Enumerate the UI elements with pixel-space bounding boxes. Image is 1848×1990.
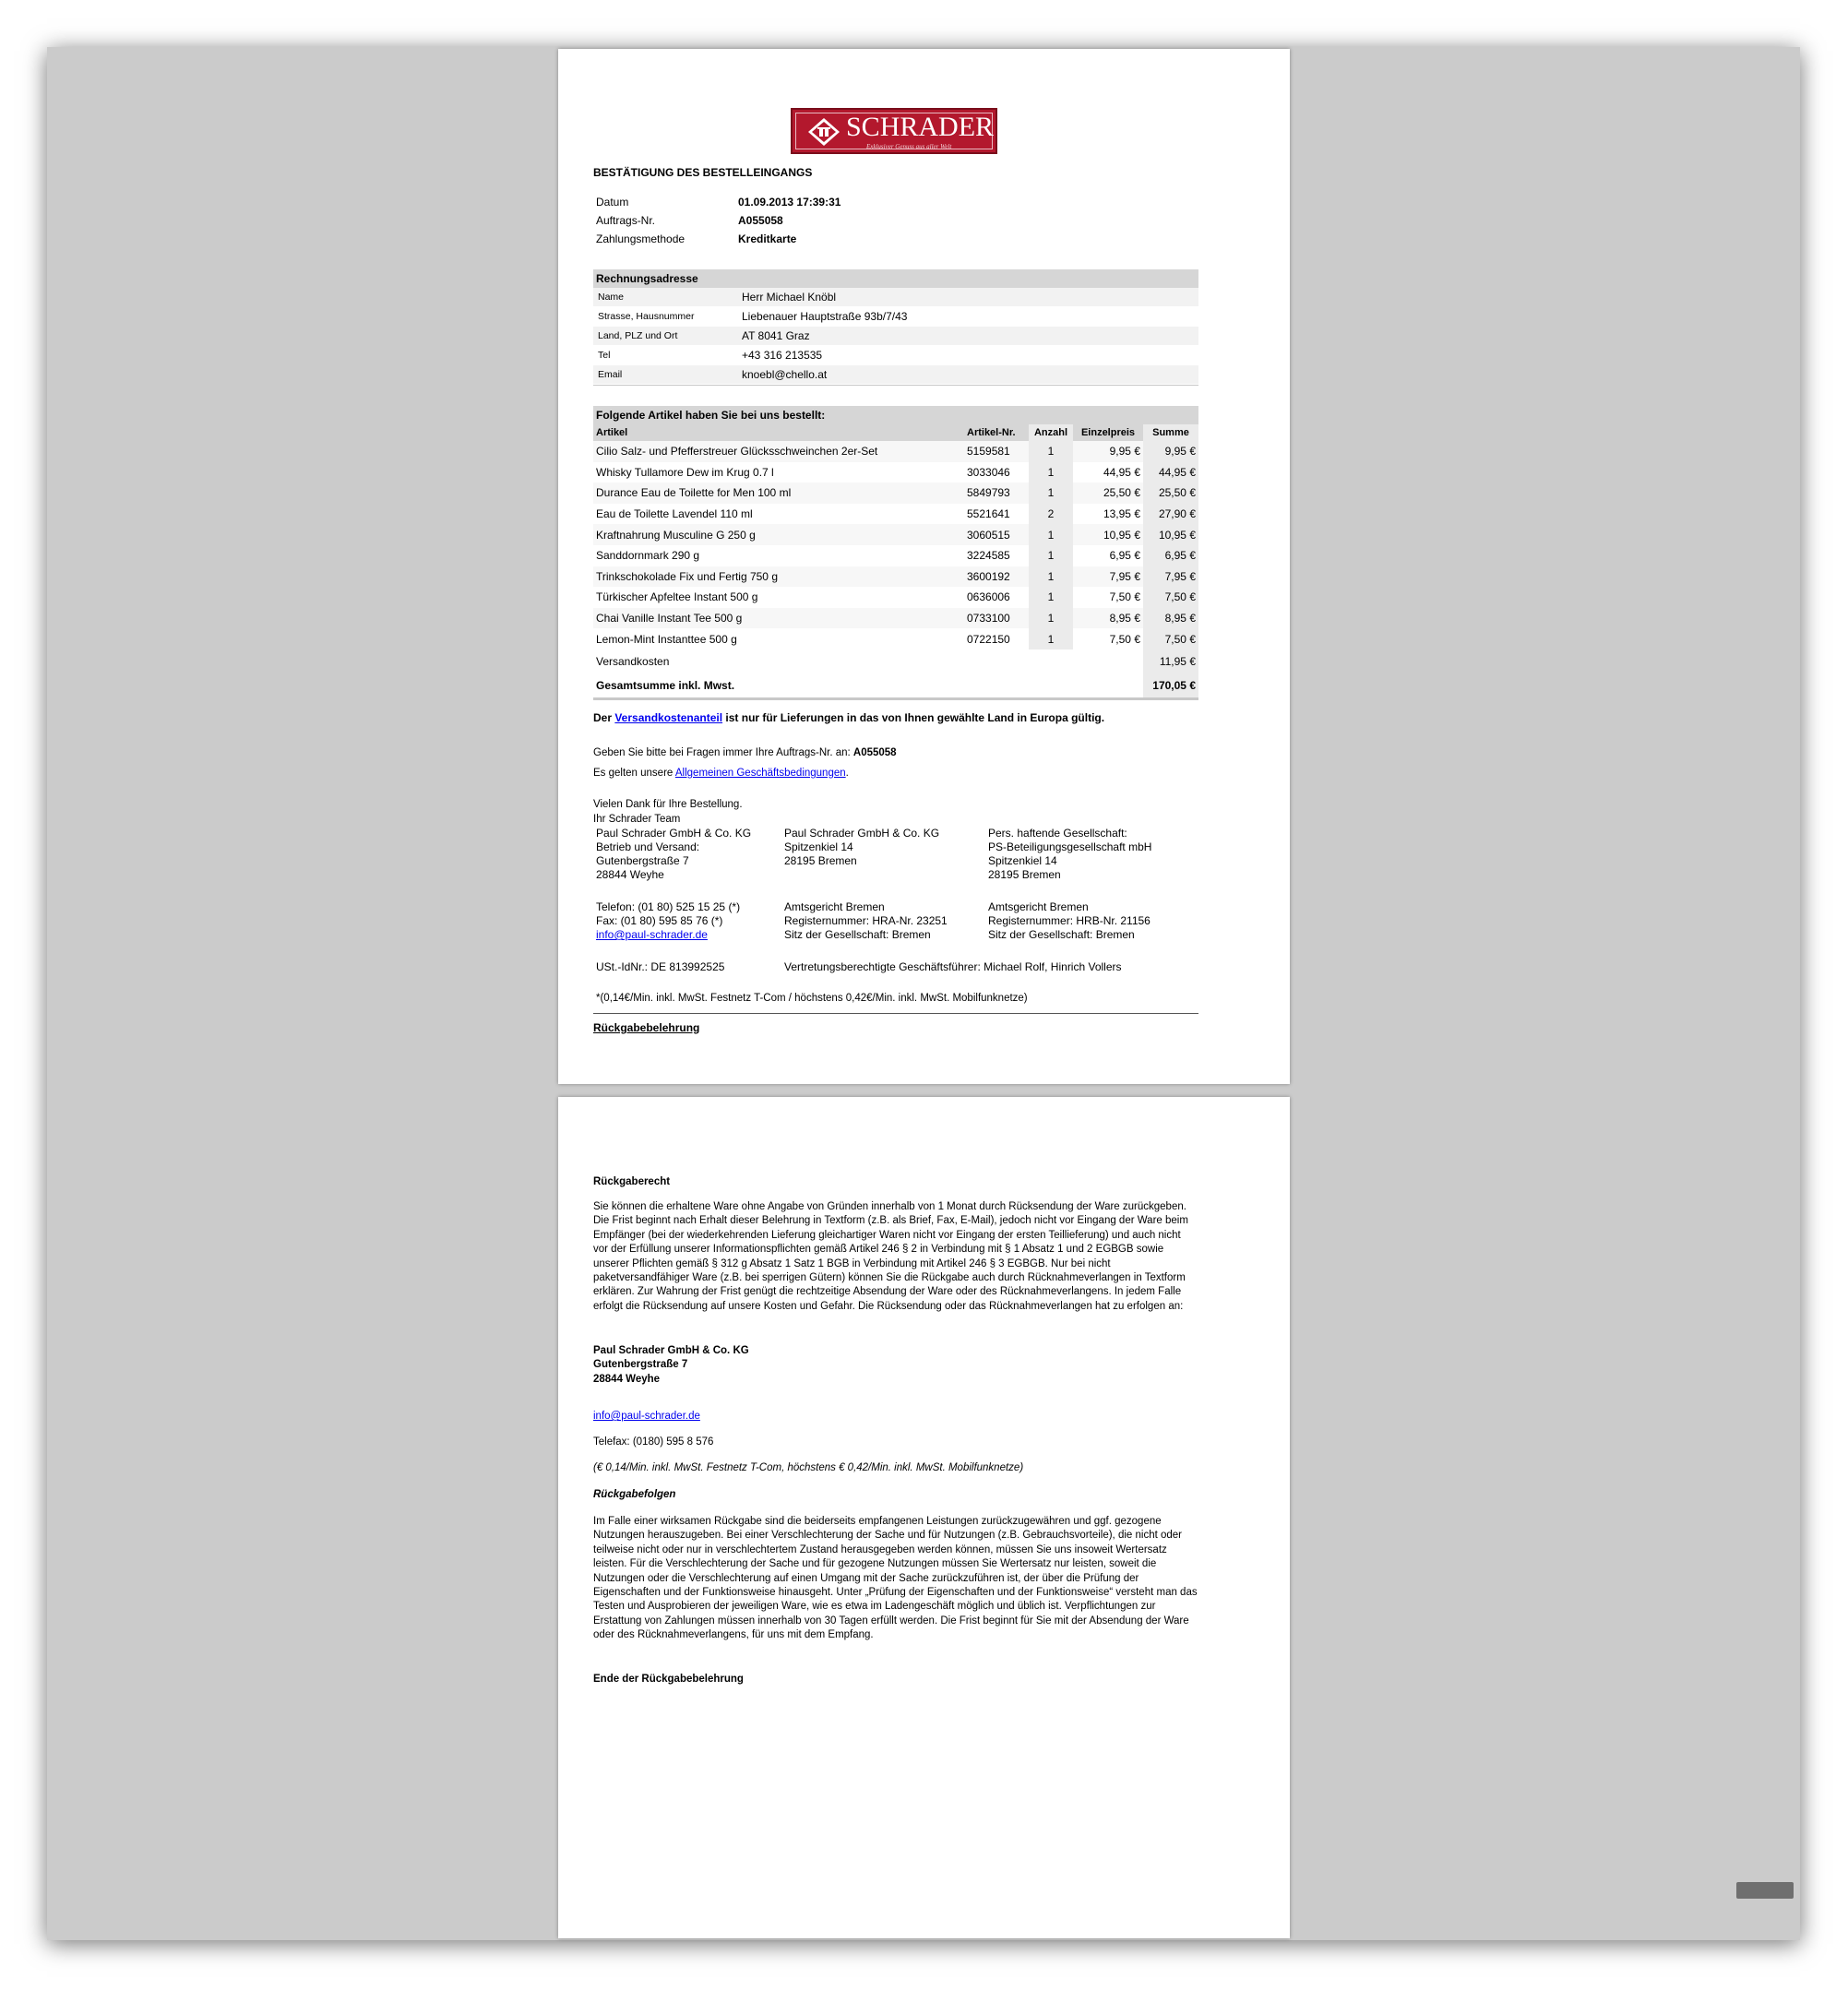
shipping-note: [593, 711, 1104, 724]
meta-label: Datum: [596, 196, 629, 209]
item-sum: 7,50 €: [1143, 628, 1198, 649]
order-item-row: [593, 608, 1198, 629]
terms-note-post: .: [845, 768, 849, 779]
footer-col3: [985, 827, 1198, 882]
footer-line: Sitz der Gesellschaft: Bremen: [784, 928, 931, 941]
shipping-note-pre: Der: [593, 711, 615, 724]
item-unit-price: 25,50 €: [1073, 483, 1143, 504]
item-number: 3224585: [967, 549, 1010, 563]
meta-value: Kreditkarte: [738, 232, 797, 245]
item-sum: 44,95 €: [1143, 462, 1198, 483]
footer-line: Paul Schrader GmbH & Co. KG: [784, 827, 940, 840]
footer-line: Registernummer: HRA-Nr. 23251: [784, 914, 948, 927]
footer-register-kg: [781, 900, 985, 942]
item-sum: 27,90 €: [1143, 504, 1198, 525]
logo-tagline: Exklusiver Genuss aus aller Welt: [866, 143, 952, 150]
billing-address: [593, 269, 1198, 386]
item-name: Trinkschokolade Fix und Fertig 750 g: [593, 566, 964, 588]
billing-value: Herr Michael Knöbl: [742, 291, 837, 304]
col-summe: Summe: [1143, 424, 1198, 441]
item-number: 0636006: [967, 590, 1010, 604]
item-name: Sanddornmark 290 g: [596, 549, 700, 563]
footer-vat: USt.-IdNr.: DE 813992525: [596, 960, 725, 973]
footer-col2: [781, 827, 985, 882]
footer-line: Paul Schrader GmbH & Co. KG: [596, 827, 752, 840]
item-name: Durance Eau de Toilette for Men 100 ml: [593, 483, 964, 504]
billing-value: AT 8041 Graz: [742, 329, 810, 342]
footer-line: 28195 Bremen: [988, 868, 1061, 881]
item-sum: 10,95 €: [1143, 524, 1198, 545]
logo-brand: SCHRADER: [846, 112, 995, 142]
item-sum: 8,95 €: [1143, 608, 1198, 629]
item-quantity: 1: [1029, 441, 1073, 462]
footer-line: Spitzenkiel 14: [784, 840, 853, 853]
col-artikel-nr: Artikel-Nr.: [964, 424, 1029, 441]
terms-note-pre: Es gelten unsere: [593, 768, 675, 779]
emblem-icon: [807, 117, 841, 147]
item-quantity: 1: [1029, 587, 1073, 608]
item-unit-price: 7,50 €: [1109, 590, 1140, 604]
meta-label: Auftrags-Nr.: [596, 214, 656, 227]
meta-value: 01.09.2013 17:39:31: [738, 196, 841, 209]
thanks-line: Vielen Dank für Ihre Bestellung.: [593, 799, 743, 810]
return-fax: Telefax: (0180) 595 8 576: [593, 1436, 714, 1448]
footer-line: 28195 Bremen: [784, 854, 857, 867]
footer-register-mbh: [985, 900, 1198, 942]
item-quantity: 1: [1029, 545, 1073, 566]
item-unit-price: 10,95 €: [1073, 524, 1143, 545]
return-email-link[interactable]: info@paul-schrader.de: [593, 1411, 700, 1422]
document-page-1: [558, 49, 1290, 1084]
item-number: 5849793: [964, 483, 1029, 504]
item-unit-price: 7,95 €: [1073, 566, 1143, 588]
pdf-viewer[interactable]: [47, 47, 1800, 1940]
order-item-row: [593, 587, 1198, 608]
meta-label: Zahlungsmethode: [596, 232, 686, 245]
meta-value: A055058: [738, 214, 783, 227]
billing-row: [593, 327, 1198, 346]
item-number: 0722150: [967, 632, 1010, 646]
footer-managers: Vertretungsberechtigte Geschäftsführer: Michael Rolf, Hinrich Vollers: [784, 960, 1122, 973]
item-number: 3033046: [967, 465, 1010, 479]
billing-heading: Rechnungsadresse: [593, 269, 1198, 288]
footer-footnote: *(0,14€/Min. inkl. MwSt. Festnetz T-Com / höchstens 0,42€/Min. inkl. MwSt. Mobilfunknetze): [593, 992, 1198, 1014]
item-number: 5159581: [964, 441, 1029, 462]
document-page-2: [558, 1097, 1290, 1938]
billing-label: Email: [598, 369, 623, 380]
schrader-logo: [791, 108, 997, 154]
billing-row: [593, 365, 1198, 385]
item-quantity: 2: [1029, 504, 1073, 525]
footer-line: Registernummer: HRB-Nr. 21156: [988, 914, 1151, 927]
question-note-nr: A055058: [852, 747, 897, 758]
footer-col1: [593, 827, 781, 882]
return-address-line: Gutenbergstraße 7: [593, 1359, 688, 1371]
col-anzahl: Anzahl: [1029, 424, 1073, 441]
item-number: 3600192: [964, 566, 1029, 588]
item-unit-price: 6,95 €: [1109, 549, 1140, 563]
return-heading: Rückgaberecht: [593, 1176, 671, 1187]
order-item-row: [593, 441, 1198, 462]
footer-line: Telefon: (01 80) 525 15 25 (*): [596, 900, 741, 913]
return-address-line: 28844 Weyhe: [593, 1373, 661, 1385]
footer-line: Sitz der Gesellschaft: Bremen: [988, 928, 1135, 941]
return-consequences-paragraph: Im Falle einer wirksamen Rückgabe sind die beiderseits empfangenen Leistungen zurückzugewähren und ggf. gezogene Nutzungen herauszugeben. Bei einer Verschlechterung der Sache und für Nutzungen (z.B. Gebrauchsvorteile), die nicht oder teilweise nicht oder nur in verschlechtertem Zustand herausgegeben werden können, müssen Sie uns insoweit Wertersatz leisten. Für die Verschlechterung der Sache und für gezogene Nutzungen müssen Sie Wertersatz nur leisten, soweit die Nutzungen oder die Verschlechterung auf einen Umgang mit der Sache zurückzuführen ist, der über die Prüfung der Eigenschaften und der Funktionsweise hinausgeht. Unter „Prüfung der Eigenschaften und der Funktionsweise“ versteht man das Testen und Ausprobieren der jeweiligen Ware, wie es etwa im Ladengeschäft möglich und üblich ist. Verpflichtungen zur Erstattung von Zahlungen müssen innerhalb von 30 Tagen erfüllt werden. Die Frist beginnt für Sie mit der Absendung der Ware oder des Rücknahmeverlangens, für uns mit dem Empfang.: [593, 1516, 1198, 1641]
item-sum: 7,50 €: [1143, 587, 1198, 608]
item-number: 0733100: [964, 608, 1029, 629]
footer-line: Fax: (01 80) 595 85 76 (*): [596, 914, 723, 927]
return-policy-link[interactable]: Rückgabebelehrung: [593, 1021, 700, 1034]
terms-note: [593, 768, 849, 779]
page-nav-control[interactable]: [1736, 1882, 1794, 1899]
item-name: Chai Vanille Instant Tee 500 g: [593, 608, 964, 629]
return-paragraph: Sie können die erhaltene Ware ohne Angabe von Gründen innerhalb von 1 Monat durch Rücksendung der Ware zurückgeben. Die Frist beginnt nach Erhalt dieser Belehrung in Textform (z.B. als Brief, Fax, E-Mail), jedoch nicht vor Eingang der Ware beim Empfänger (bei der wiederkehrenden Lieferung gleichartiger Waren nicht vor Eingang der ersten Teillieferung) und auch nicht vor der Erfüllung unserer Informationspflichten gemäß Artikel 246 § 2 in Verbindung mit § 1 Absatz 1 und 2 EGBGB sowie unserer Pflichten gemäß § 312 g Absatz 1 Satz 1 BGB in Verbindung mit Artikel 246 § 3 EGBGB. Nur bei nicht paketversandfähiger Ware (z.B. bei sperrigen Gütern) können Sie die Rückgabe auch durch Rücknahmeverlangen in Textform erklären. Zur Wahrung der Frist genügt die rechtzeitige Absendung der Ware oder des Rücknahmeverlangens. In jedem Falle erfolgt die Rücksendung auf unsere Kosten und Gefahr. Die Rücksendung oder das Rücknahmeverlangen hat zu erfolgen an:: [593, 1201, 1188, 1312]
shipping-value: 11,95 €: [1143, 649, 1198, 673]
order-item-row: [593, 483, 1198, 504]
shipping-note-post: ist nur für Lieferungen in das von Ihnen gewählte Land in Europa gültig.: [722, 711, 1105, 724]
footer-email-link[interactable]: info@paul-schrader.de: [596, 928, 708, 941]
billing-label: Strasse, Hausnummer: [598, 311, 695, 322]
item-name: Kraftnahrung Musculine G 250 g: [593, 524, 964, 545]
return-consequences-heading: Rückgabefolgen: [593, 1489, 676, 1500]
billing-label: Tel: [598, 350, 611, 361]
return-end: Ende der Rückgabebelehrung: [593, 1674, 744, 1685]
footer-line: 28844 Weyhe: [596, 868, 664, 881]
item-name: Whisky Tullamore Dew im Krug 0.7 l: [596, 465, 774, 479]
item-quantity: 1: [1029, 483, 1073, 504]
billing-value: +43 316 213535: [742, 349, 823, 362]
footer-line: Amtsgericht Bremen: [784, 900, 885, 913]
item-sum: 25,50 €: [1143, 483, 1198, 504]
terms-link[interactable]: Allgemeinen Geschäftsbedingungen: [674, 768, 846, 779]
item-quantity: 1: [1029, 628, 1073, 649]
footer-contact: [593, 900, 781, 942]
item-quantity: 1: [1029, 462, 1073, 483]
item-name: Eau de Toilette Lavendel 110 ml: [596, 507, 753, 521]
item-quantity: 1: [1029, 608, 1073, 629]
return-address: [593, 1344, 749, 1387]
footer-line: Gutenbergstraße 7: [596, 854, 689, 867]
shipping-label: Versandkosten: [596, 654, 670, 668]
item-unit-price: 44,95 €: [1103, 465, 1140, 479]
return-fax-note: (€ 0,14/Min. inkl. MwSt. Festnetz T-Com, höchstens € 0,42/Min. inkl. MwSt. Mobilfunknetze): [593, 1462, 1024, 1473]
order-meta: [593, 193, 843, 248]
order-heading: Folgende Artikel haben Sie bei uns bestellt:: [593, 406, 1198, 424]
col-artikel: Artikel: [593, 424, 964, 441]
order-items: [593, 406, 1198, 700]
item-name: Cilio Salz- und Pfefferstreuer Glücksschweinchen 2er-Set: [593, 441, 964, 462]
thanks: [593, 797, 743, 827]
billing-row: [593, 307, 1198, 327]
footer-line: Spitzenkiel 14: [988, 854, 1057, 867]
item-sum: 7,95 €: [1143, 566, 1198, 588]
shipping-cost-link[interactable]: Versandkostenanteil: [614, 711, 723, 724]
item-unit-price: 7,50 €: [1109, 632, 1140, 646]
billing-label: Name: [598, 292, 625, 303]
return-address-line: Paul Schrader GmbH & Co. KG: [593, 1345, 749, 1356]
billing-value: Liebenauer Hauptstraße 93b/7/43: [742, 310, 908, 323]
order-item-row: [593, 462, 1198, 483]
footer-line: Pers. haftende Gesellschaft:: [988, 827, 1127, 840]
item-quantity: 1: [1029, 524, 1073, 545]
item-unit-price: 13,95 €: [1103, 507, 1140, 521]
item-number: 3060515: [964, 524, 1029, 545]
item-number: 5521641: [967, 507, 1010, 521]
order-table: [593, 424, 1198, 700]
thanks-line: Ihr Schrader Team: [593, 814, 681, 825]
item-name: Lemon-Mint Instanttee 500 g: [596, 632, 737, 646]
footer-line: Amtsgericht Bremen: [988, 900, 1089, 913]
footer-line: Betrieb und Versand:: [596, 840, 700, 853]
question-note-pre: Geben Sie bitte bei Fragen immer Ihre Auftrags-Nr. an:: [593, 747, 853, 758]
order-item-row: [593, 628, 1198, 649]
company-footer: [593, 827, 1198, 1014]
footer-line: PS-Beteiligungsgesellschaft mbH: [988, 840, 1152, 853]
item-sum: 9,95 €: [1143, 441, 1198, 462]
billing-value: knoebl@chello.at: [742, 368, 828, 381]
billing-row: [593, 288, 1198, 307]
total-value: 170,05 €: [1143, 673, 1198, 699]
document-title: BESTÄTIGUNG DES BESTELLEINGANGS: [593, 166, 813, 179]
order-item-row: [593, 524, 1198, 545]
item-quantity: 1: [1029, 566, 1073, 588]
item-unit-price: 9,95 €: [1073, 441, 1143, 462]
item-unit-price: 8,95 €: [1073, 608, 1143, 629]
order-item-row: [593, 504, 1198, 525]
order-item-row: [593, 545, 1198, 566]
col-einzelpreis: Einzelpreis: [1073, 424, 1143, 441]
total-label: Gesamtsumme inkl. Mwst.: [596, 678, 735, 692]
billing-row: [593, 346, 1198, 365]
order-item-row: [593, 566, 1198, 588]
item-sum: 6,95 €: [1143, 545, 1198, 566]
billing-label: Land, PLZ und Ort: [598, 330, 678, 341]
item-name: Türkischer Apfeltee Instant 500 g: [596, 590, 758, 604]
question-note: [593, 747, 897, 758]
